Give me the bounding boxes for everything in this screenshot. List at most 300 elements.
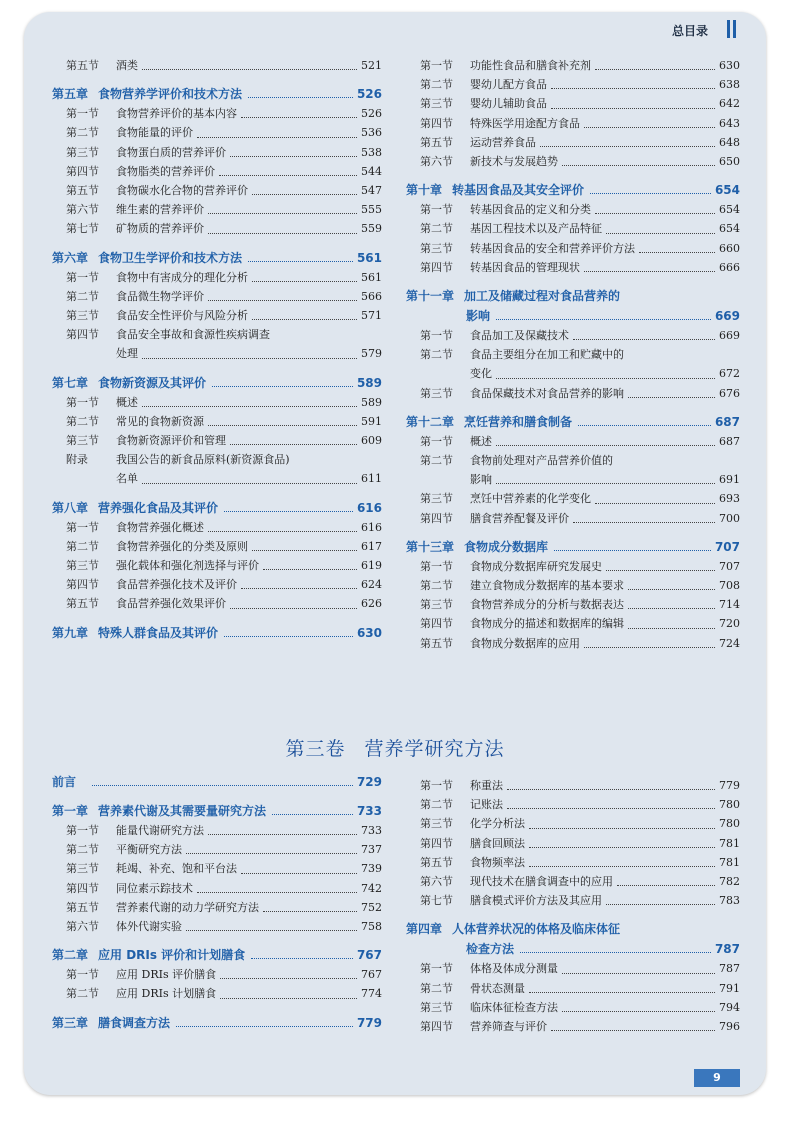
toc-entry-row (406, 509, 740, 528)
section-number: 第二节 (66, 843, 99, 857)
page-ref: 767 (361, 968, 382, 982)
section-title: 骨状态测量 (470, 981, 525, 995)
toc-column-top-right (406, 56, 740, 653)
section-title: 强化载体和强化剂选择与评价 (116, 559, 259, 573)
section-title: 矿物质的营养评价 (116, 222, 204, 236)
section-title: 处理 (116, 347, 138, 361)
page-ref: 700 (719, 511, 740, 525)
section-title: 概述 (470, 434, 492, 448)
dot-leader (606, 904, 715, 905)
section-title: 烹饪中营养素的化学变化 (470, 492, 591, 506)
dot-leader (529, 828, 715, 829)
chapter-title: 转基因食品及其安全评价 (452, 183, 585, 198)
section-number: 第三节 (66, 862, 99, 876)
toc-entry-row (52, 143, 382, 162)
toc-entry-row (52, 431, 382, 450)
page-ref: 559 (361, 222, 382, 236)
toc-chapter-row (52, 801, 382, 821)
page-ref: 654 (719, 203, 740, 217)
toc-chapter-row (52, 84, 382, 104)
dot-leader (241, 588, 357, 589)
section-number: 第二节 (420, 981, 453, 995)
page-ref: 642 (719, 97, 740, 111)
toc-entry-row (406, 432, 740, 451)
page-ref: 630 (719, 59, 740, 72)
section-title: 营养筛查与评价 (470, 1020, 547, 1034)
section-title: 食物前处理对产品营养价值的 (470, 454, 613, 468)
page-ref: 521 (361, 59, 382, 72)
page-ref: 779 (356, 1015, 382, 1030)
section-title: 转基因食品的管理现状 (470, 260, 580, 274)
toc-entry-row (406, 451, 740, 470)
page-ref: 561 (356, 250, 382, 265)
section-title: 食物营养成分的分析与数据表达 (470, 598, 624, 612)
dot-leader (251, 958, 353, 959)
page-ref: 707 (714, 539, 740, 554)
section-number: 第一节 (66, 395, 99, 409)
chapter-title: 营养素代谢及其需要量研究方法 (98, 804, 267, 818)
dot-leader (142, 483, 357, 484)
section-title: 食品保藏技术对食品营养的影响 (470, 386, 624, 400)
page-ref: 616 (356, 500, 382, 515)
section-number: 第二节 (66, 987, 99, 1001)
section-number: 第一节 (420, 203, 453, 217)
dot-leader (584, 127, 715, 128)
chapter-title: 食物营养学评价和技术方法 (98, 87, 243, 102)
section-title: 称重法 (470, 779, 503, 792)
section-number: 第二节 (420, 222, 453, 236)
chapter-number: 第八章 (52, 500, 89, 515)
toc-entry-row (52, 984, 382, 1003)
section-title: 能量代谢研究方法 (116, 824, 204, 837)
dot-leader (197, 892, 357, 893)
chapter-title: 营养强化食品及其评价 (98, 500, 219, 515)
dot-leader (496, 445, 715, 446)
toc-chapter-row (52, 945, 382, 965)
toc-entry-row (52, 123, 382, 142)
toc-entry-row (52, 575, 382, 594)
page-ref: 708 (719, 579, 740, 593)
page-ref: 648 (719, 135, 740, 149)
section-title: 食物新资源评价和管理 (116, 434, 226, 448)
dot-leader (562, 165, 715, 166)
section-title: 应用 DRIs 计划膳食 (116, 987, 217, 1001)
section-number: 第七节 (420, 894, 453, 908)
toc-entry-row (52, 56, 382, 75)
dot-leader (639, 252, 715, 253)
page-ref: 781 (719, 836, 740, 850)
toc-entry-row (406, 114, 740, 133)
section-number: 第四节 (420, 1020, 453, 1034)
page-ref: 526 (361, 107, 382, 121)
page-ref: 676 (719, 386, 740, 400)
page-ref: 739 (361, 862, 382, 876)
dot-leader (529, 847, 715, 848)
dot-leader (562, 973, 715, 974)
section-number: 第二节 (66, 414, 99, 428)
section-number: 第四节 (420, 836, 453, 850)
page-ref: 609 (361, 434, 382, 448)
section-number: 第三节 (66, 434, 99, 448)
section-title: 平衡研究方法 (116, 843, 182, 857)
chapter-title: 影响 (466, 309, 491, 324)
section-number: 第六节 (66, 920, 99, 934)
toc-entry-row (52, 840, 382, 859)
section-number: 第一节 (420, 59, 453, 72)
section-title: 食物成分的描述和数据库的编辑 (470, 617, 624, 631)
dot-leader (272, 814, 353, 815)
dot-leader (197, 137, 357, 138)
chapter-title: 烹饪营养和膳食制备 (464, 414, 573, 429)
section-title: 功能性食品和膳食补充剂 (470, 59, 591, 72)
toc-entry-row (52, 344, 382, 363)
dot-leader (92, 785, 353, 786)
dot-leader (595, 503, 715, 504)
dot-leader (208, 213, 357, 214)
page-ref: 638 (719, 78, 740, 92)
section-number: 第四节 (66, 164, 99, 178)
section-number: 第一节 (66, 270, 99, 284)
toc-entry-row (406, 872, 740, 891)
toc-chapter-row (52, 623, 382, 643)
dot-leader (496, 483, 715, 484)
section-number: 附录 (66, 453, 88, 467)
header-bars-decoration (727, 20, 736, 38)
section-title: 食品营养强化效果评价 (116, 597, 226, 611)
page-ref: 758 (361, 920, 382, 934)
page-ref: 782 (719, 875, 740, 889)
toc-chapter-row (406, 306, 740, 326)
page-ref: 579 (361, 347, 382, 361)
section-number: 第四节 (66, 881, 99, 895)
page-ref: 619 (361, 559, 382, 573)
toc-entry-row (406, 258, 740, 277)
section-title: 食物成分数据库的应用 (470, 636, 580, 650)
dot-leader (554, 550, 711, 551)
toc-entry-row (406, 1017, 740, 1036)
chapter-title: 食物成分数据库 (464, 539, 549, 554)
toc-entry-row (406, 384, 740, 403)
chapter-number: 第三章 (52, 1015, 89, 1030)
section-title: 食物频率法 (470, 855, 525, 869)
section-number: 第二节 (420, 798, 453, 812)
dot-leader (241, 117, 357, 118)
chapter-title: 特殊人群食品及其评价 (98, 625, 219, 640)
page-ref: 693 (719, 492, 740, 506)
page-ref: 561 (361, 270, 382, 284)
page-ref: 571 (361, 309, 382, 323)
toc-entry-row (406, 979, 740, 998)
section-number: 第二节 (420, 348, 453, 362)
page-ref: 781 (719, 855, 740, 869)
section-title: 食品营养强化技术及评价 (116, 578, 237, 592)
section-title: 体格及体成分测量 (470, 962, 558, 976)
page-ref: 733 (361, 824, 382, 837)
page-ref: 591 (361, 414, 382, 428)
toc-page (24, 12, 766, 1095)
chapter-title: 应用 DRIs 评价和计划膳食 (98, 948, 246, 963)
toc-entry-row (406, 239, 740, 258)
dot-leader (551, 108, 715, 109)
dot-leader (142, 406, 357, 407)
section-number: 第三节 (420, 1000, 453, 1014)
page-ref: 780 (719, 817, 740, 831)
section-number: 第二节 (66, 289, 99, 303)
toc-entry-row (52, 518, 382, 537)
section-title: 我国公告的新食品原料(新资源食品) (116, 453, 290, 467)
running-header-title: 总目录 (671, 24, 708, 38)
toc-entry-row (52, 412, 382, 431)
page-ref: 791 (719, 981, 740, 995)
section-title: 体外代谢实验 (116, 920, 182, 934)
section-number: 第五节 (66, 900, 99, 914)
dot-leader (252, 194, 357, 195)
chapter-number: 前言 (52, 775, 77, 789)
section-number: 第一节 (420, 962, 453, 976)
page-ref: 654 (714, 183, 740, 198)
section-number: 第五节 (420, 636, 453, 650)
section-title: 变化 (470, 367, 492, 381)
section-number: 第四节 (420, 116, 453, 130)
toc-entry-row (52, 393, 382, 412)
page-ref: 526 (356, 87, 382, 102)
dot-leader (606, 570, 715, 571)
section-title: 食物碳水化合物的营养评价 (116, 184, 248, 198)
section-title: 转基因食品的安全和营养评价方法 (470, 241, 635, 255)
chapter-number: 第十章 (406, 183, 443, 198)
section-number: 第三节 (66, 309, 99, 323)
page-ref: 538 (361, 145, 382, 159)
toc-chapter-row (406, 939, 740, 959)
toc-chapter-row (52, 498, 382, 518)
dot-leader (224, 636, 353, 637)
page-ref: 643 (719, 116, 740, 130)
section-title: 运动营养食品 (470, 135, 536, 149)
section-number: 第一节 (66, 107, 99, 121)
chapter-number: 第九章 (52, 625, 89, 640)
section-title: 食物蛋白质的营养评价 (116, 145, 226, 159)
toc-entry-row (52, 268, 382, 287)
toc-entry-row (52, 450, 382, 469)
toc-chapter-row (52, 772, 382, 792)
toc-entry-row (406, 75, 740, 94)
section-number: 第一节 (66, 520, 99, 534)
section-number: 第三节 (420, 598, 453, 612)
dot-leader (578, 425, 711, 426)
page-ref: 794 (719, 1000, 740, 1014)
dot-leader (230, 156, 357, 157)
chapter-title: 膳食调查方法 (98, 1015, 171, 1030)
chapter-number: 第五章 (52, 87, 89, 102)
section-number: 第三节 (420, 241, 453, 255)
page-ref: 589 (356, 375, 382, 390)
toc-entry-row (52, 821, 382, 840)
dot-leader (220, 998, 357, 999)
toc-chapter-row (406, 537, 740, 557)
toc-entry-row (406, 834, 740, 853)
page-ref: 752 (361, 900, 382, 914)
toc-entry-row (406, 634, 740, 653)
dot-leader (176, 1026, 353, 1027)
section-number: 第四节 (420, 511, 453, 525)
dot-leader (595, 213, 715, 214)
toc-entry-row (406, 814, 740, 833)
dot-leader (573, 339, 715, 340)
dot-leader (248, 261, 353, 262)
dot-leader (252, 550, 357, 551)
section-number: 第五节 (420, 855, 453, 869)
toc-entry-row (52, 898, 382, 917)
section-title: 基因工程技术以及产品特征 (470, 222, 602, 236)
section-title: 膳食回顾法 (470, 836, 525, 850)
section-title: 膳食营养配餐及评价 (470, 511, 569, 525)
volume-title: 营养学研究方法 (364, 738, 505, 760)
toc-entry-row (406, 998, 740, 1017)
page-ref: 737 (361, 843, 382, 857)
toc-entry-row (52, 200, 382, 219)
toc-entry-row (52, 859, 382, 878)
chapter-title: 加工及储藏过程对食品营养的 (464, 289, 621, 304)
section-title: 食物营养强化的分类及原则 (116, 539, 248, 553)
section-title: 概述 (116, 395, 138, 409)
section-number: 第六节 (420, 875, 453, 889)
dot-leader (252, 319, 357, 320)
dot-leader (248, 97, 353, 98)
toc-chapter-row (406, 919, 740, 939)
dot-leader (540, 146, 715, 147)
page-ref: 780 (719, 798, 740, 812)
dot-leader (263, 911, 357, 912)
section-title: 影响 (470, 473, 492, 487)
toc-entry-row (406, 489, 740, 508)
section-title: 酒类 (116, 59, 138, 72)
dot-leader (224, 511, 353, 512)
page-ref: 669 (719, 329, 740, 343)
section-title: 婴幼儿配方食品 (470, 78, 547, 92)
dot-leader (496, 319, 711, 320)
page-ref: 742 (361, 881, 382, 895)
page-ref: 660 (719, 241, 740, 255)
dot-leader (220, 978, 357, 979)
dot-leader (241, 873, 357, 874)
page-ref: 616 (361, 520, 382, 534)
page-ref: 650 (719, 155, 740, 169)
dot-leader (529, 992, 715, 993)
page-ref: 547 (361, 184, 382, 198)
page-ref: 687 (719, 434, 740, 448)
dot-leader (628, 589, 715, 590)
toc-entry-row (52, 594, 382, 613)
section-number: 第三节 (420, 386, 453, 400)
section-number: 第二节 (420, 78, 453, 92)
section-number: 第五节 (420, 135, 453, 149)
section-number: 第三节 (420, 97, 453, 111)
toc-entry-row (52, 162, 382, 181)
toc-entry-row (406, 576, 740, 595)
section-title: 食物营养评价的基本内容 (116, 107, 237, 121)
section-number: 第五节 (66, 59, 99, 72)
dot-leader (230, 444, 357, 445)
page-ref: 611 (361, 472, 382, 486)
toc-entry-row (406, 133, 740, 152)
section-number: 第一节 (420, 779, 453, 792)
section-title: 食品微生物学评价 (116, 289, 204, 303)
toc-chapter-row (52, 373, 382, 393)
page-ref: 555 (361, 203, 382, 217)
page-ref: 687 (714, 414, 740, 429)
dot-leader (142, 358, 357, 359)
toc-entry-row (406, 795, 740, 814)
section-title: 食物脂类的营养评价 (116, 164, 215, 178)
dot-leader (617, 885, 715, 886)
toc-chapter-row (52, 248, 382, 268)
section-title: 建立食物成分数据库的基本要求 (470, 579, 624, 593)
section-title: 特殊医学用途配方食品 (470, 116, 580, 130)
section-number: 第三节 (66, 559, 99, 573)
dot-leader (208, 425, 357, 426)
dot-leader (595, 69, 715, 70)
section-number: 第一节 (420, 559, 453, 573)
page-ref: 787 (719, 962, 740, 976)
toc-entry-row (406, 326, 740, 345)
dot-leader (186, 930, 357, 931)
toc-entry-row (52, 556, 382, 575)
section-title: 新技术与发展趋势 (470, 155, 558, 169)
page-ref: 626 (361, 597, 382, 611)
page-ref: 544 (361, 164, 382, 178)
toc-chapter-row (406, 412, 740, 432)
dot-leader (551, 88, 715, 89)
toc-entry-row (52, 537, 382, 556)
toc-entry-row (406, 853, 740, 872)
dot-leader (208, 233, 357, 234)
toc-column-bottom-left (52, 772, 382, 1033)
section-title: 膳食模式评价方法及其应用 (470, 894, 602, 908)
chapter-number: 第一章 (52, 804, 89, 818)
section-number: 第三节 (420, 817, 453, 831)
page-ref: 733 (356, 804, 382, 818)
chapter-number: 第七章 (52, 375, 89, 390)
section-title: 维生素的营养评价 (116, 203, 204, 217)
chapter-number: 第二章 (52, 948, 89, 963)
page-ref: 630 (356, 625, 382, 640)
section-title: 食物能量的评价 (116, 126, 193, 140)
dot-leader (562, 1011, 715, 1012)
toc-column-bottom-right (406, 776, 740, 1036)
toc-entry-row (52, 219, 382, 238)
chapter-title: 人体营养状况的体格及临床体征 (452, 922, 621, 937)
dot-leader (520, 952, 711, 953)
dot-leader (252, 281, 357, 282)
section-title: 食品安全性评价与风险分析 (116, 309, 248, 323)
page-ref: 707 (719, 559, 740, 573)
toc-entry-row (52, 287, 382, 306)
page-ref: 624 (361, 578, 382, 592)
dot-leader (230, 608, 357, 609)
section-title: 临床体征检查方法 (470, 1000, 558, 1014)
section-number: 第一节 (66, 824, 99, 837)
toc-chapter-row (406, 286, 740, 306)
dot-leader (584, 271, 715, 272)
section-title: 名单 (116, 472, 138, 486)
dot-leader (606, 233, 715, 234)
page-ref: 669 (714, 309, 740, 324)
section-number: 第六节 (66, 203, 99, 217)
chapter-title: 食物新资源及其评价 (98, 375, 207, 390)
chapter-number: 第四章 (406, 922, 443, 937)
chapter-title: 食物卫生学评价和技术方法 (98, 250, 243, 265)
toc-entry-row (406, 345, 740, 364)
